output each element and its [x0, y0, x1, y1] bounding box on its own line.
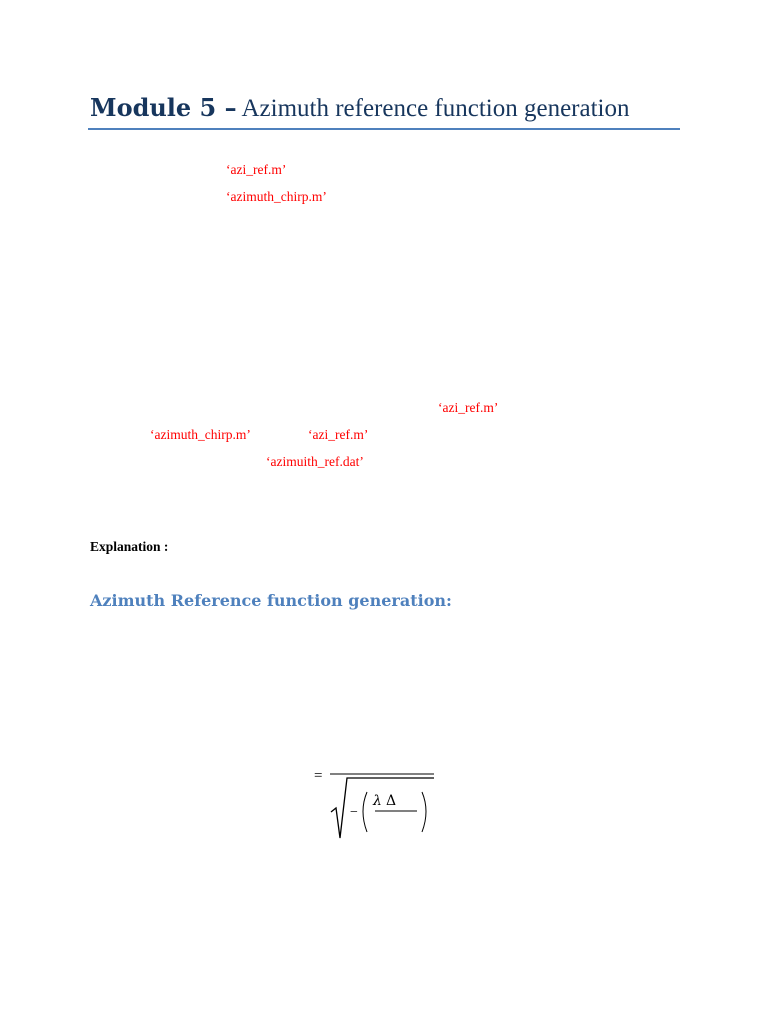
title-subject: Azimuth reference function generation: [236, 95, 630, 122]
file-name-azimuth-chirp-inline: ‘azimuth_chirp.m’: [150, 427, 251, 442]
file-name-azi-ref-inline: ‘azi_ref.m’: [438, 400, 499, 415]
formula-delta: Δ: [386, 793, 397, 809]
formula-root-sign: [331, 778, 348, 838]
formula: [300, 760, 440, 850]
file-name-azi-ref-inline-2: ‘azi_ref.m’: [308, 427, 369, 442]
formula-minus: −: [350, 805, 358, 820]
section-heading: Azimuth Reference function generation:: [90, 591, 452, 610]
title-module-number: Module 5 –: [90, 93, 237, 122]
formula-graphic: [300, 760, 440, 845]
formula-right-paren: [422, 792, 426, 832]
title-underline: [88, 128, 680, 130]
formula-lambda: λ: [373, 793, 382, 809]
file-name-azi-ref: ‘azi_ref.m’: [226, 162, 287, 177]
file-name-azimuth-ref-dat: ‘azimuith_ref.dat’: [266, 454, 364, 469]
formula-equals: =: [314, 768, 323, 784]
page-title: [90, 92, 630, 125]
file-name-azimuth-chirp: ‘azimuth_chirp.m’: [226, 189, 327, 204]
formula-left-paren: [363, 792, 367, 832]
explanation-label: Explanation :: [90, 539, 169, 554]
